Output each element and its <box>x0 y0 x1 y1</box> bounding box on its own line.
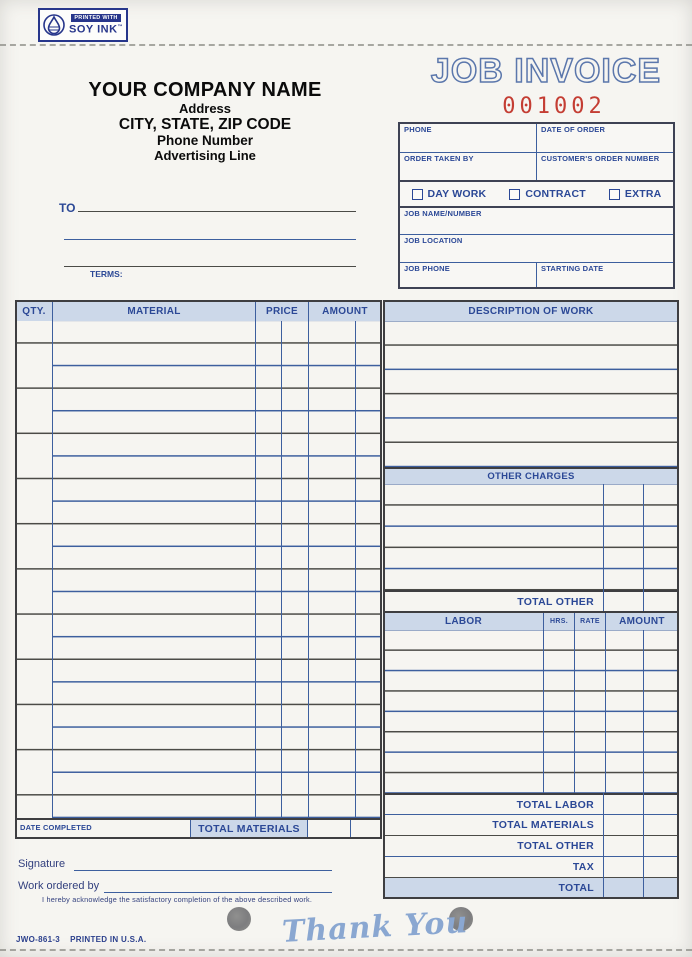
grand-total-label: TOTAL <box>558 882 594 894</box>
extra-label: EXTRA <box>624 188 662 200</box>
soy-ink-name: SOY INK <box>68 23 118 36</box>
total-labor-label: TOTAL LABOR <box>516 798 594 811</box>
total-other-label: TOTAL OTHER <box>517 595 594 608</box>
job-location-field[interactable] <box>400 235 673 262</box>
total-materials-amount-cell[interactable] <box>307 820 350 838</box>
total-labor-row <box>384 793 678 814</box>
rate-header: RATE <box>574 613 605 630</box>
job-phone-label: JOB PHONE <box>404 264 450 273</box>
labor-cents-line <box>643 630 644 793</box>
perforation-top <box>0 44 692 46</box>
labor-area[interactable] <box>384 630 678 793</box>
contract-checkbox[interactable] <box>509 188 586 200</box>
total-materials-sum-label: TOTAL MATERIALS <box>492 819 594 831</box>
order-taken-by-field[interactable] <box>400 153 536 180</box>
work-ordered-by-label: Work ordered by <box>18 880 100 892</box>
job-name-number-label: JOB NAME/NUMBER <box>404 209 482 218</box>
total-materials-cell <box>190 820 307 838</box>
day-work-checkbox[interactable] <box>412 188 487 200</box>
starting-date-field[interactable] <box>536 263 673 287</box>
description-of-work-area[interactable] <box>384 321 678 467</box>
materials-col-line-qty <box>52 321 53 818</box>
form-title: JOB INVOICE <box>430 52 662 90</box>
description-of-work-header: DESCRIPTION OF WORK <box>468 305 594 317</box>
day-work-label: DAY WORK <box>427 188 487 200</box>
to-line-3[interactable] <box>64 266 356 267</box>
extra-checkbox[interactable] <box>609 188 662 200</box>
labor-header-row <box>384 611 678 630</box>
job-name-number-field[interactable] <box>400 208 673 234</box>
material-header: MATERIAL <box>52 301 255 321</box>
work-type-row <box>400 182 673 208</box>
to-line-1[interactable] <box>78 211 356 212</box>
signature-label: Signature <box>18 858 66 870</box>
other-charges-amount-line <box>603 484 604 611</box>
company-city-state-zip: CITY, STATE, ZIP CODE <box>118 116 292 133</box>
materials-col-line-price-cents <box>281 321 282 818</box>
totals-cents-line <box>643 793 644 898</box>
labor-hrs-line <box>543 630 544 793</box>
contract-label: CONTRACT <box>525 188 586 200</box>
total-other-sum-label: TOTAL OTHER <box>517 840 594 852</box>
hrs-header: HRS. <box>543 613 574 630</box>
total-other-sum-row <box>384 835 678 856</box>
soy-ink-top-text: PRINTED WITH <box>71 14 120 22</box>
work-ordered-by-line[interactable] <box>104 892 332 893</box>
other-charges-area[interactable] <box>384 484 678 590</box>
date-completed-label: DATE COMPLETED <box>20 823 92 832</box>
contract-checkbox-box[interactable] <box>509 189 520 200</box>
date-of-order-field[interactable] <box>536 124 673 152</box>
perforation-bottom <box>0 949 692 951</box>
phone-label: PHONE <box>404 125 432 134</box>
price-header: PRICE <box>255 301 308 321</box>
labor-rate-line <box>574 630 575 793</box>
job-phone-field[interactable] <box>400 263 536 287</box>
labor-amount-line <box>605 630 606 793</box>
labor-header: LABOR <box>444 616 483 627</box>
other-charges-header-row <box>384 467 678 484</box>
order-taken-by-label: ORDER TAKEN BY <box>404 154 474 163</box>
qty-header: QTY. <box>22 305 46 317</box>
date-of-order-label: DATE OF ORDER <box>541 125 606 134</box>
soy-ink-tm: ™ <box>117 24 124 31</box>
starting-date-label: STARTING DATE <box>541 264 604 273</box>
company-block <box>75 79 335 163</box>
day-work-checkbox-box[interactable] <box>412 189 423 200</box>
form-code-number: JWO-861-3 <box>16 935 61 944</box>
phone-field[interactable] <box>400 124 536 152</box>
other-charges-header: OTHER CHARGES <box>487 471 575 482</box>
grand-total-row <box>384 877 678 898</box>
signature-line[interactable] <box>74 870 332 871</box>
date-completed-field[interactable] <box>16 820 190 838</box>
customers-order-number-label: CUSTOMER'S ORDER NUMBER <box>541 154 660 163</box>
materials-col-line-amount-cents <box>355 321 356 818</box>
labor-amount-header: AMOUNT <box>605 613 678 630</box>
tax-label: TAX <box>572 861 594 873</box>
order-info-block <box>398 122 675 289</box>
job-location-label: JOB LOCATION <box>404 236 463 245</box>
company-name: YOUR COMPANY NAME <box>88 79 322 101</box>
totals-amount-line <box>603 793 604 898</box>
materials-footer-row <box>16 818 381 838</box>
total-materials-label: TOTAL MATERIALS <box>198 823 300 835</box>
printed-in-usa: PRINTED IN U.S.A. <box>70 935 147 944</box>
total-materials-row <box>384 814 678 835</box>
amount-header: AMOUNT <box>308 301 381 321</box>
extra-checkbox-box[interactable] <box>609 189 620 200</box>
materials-header-row <box>16 301 381 321</box>
acknowledgment-text: I hereby acknowledge the satisfactory completion of the above described work. <box>42 895 313 904</box>
tax-row <box>384 856 678 877</box>
company-phone: Phone Number <box>156 133 253 148</box>
company-address: Address <box>178 101 232 116</box>
terms-label: TERMS: <box>90 269 123 279</box>
company-advertising-line: Advertising Line <box>154 148 256 163</box>
soy-ink-logo <box>38 8 128 42</box>
to-label: TO <box>59 201 76 215</box>
total-materials-cents-cell[interactable] <box>350 820 381 838</box>
materials-col-line-amount <box>308 321 309 818</box>
thank-you-script: Thank You <box>281 905 470 950</box>
materials-grid[interactable] <box>16 321 381 818</box>
invoice-number: 001002 <box>502 94 606 119</box>
to-line-2[interactable] <box>64 239 356 240</box>
total-other-row <box>384 590 678 611</box>
other-charges-cents-line <box>643 484 644 611</box>
soy-drop-icon <box>42 13 66 37</box>
form-code <box>16 935 146 944</box>
punch-hole-left <box>227 907 251 931</box>
description-header-row <box>384 301 678 321</box>
materials-col-line-price <box>255 321 256 818</box>
customers-order-number-field[interactable] <box>536 153 673 180</box>
